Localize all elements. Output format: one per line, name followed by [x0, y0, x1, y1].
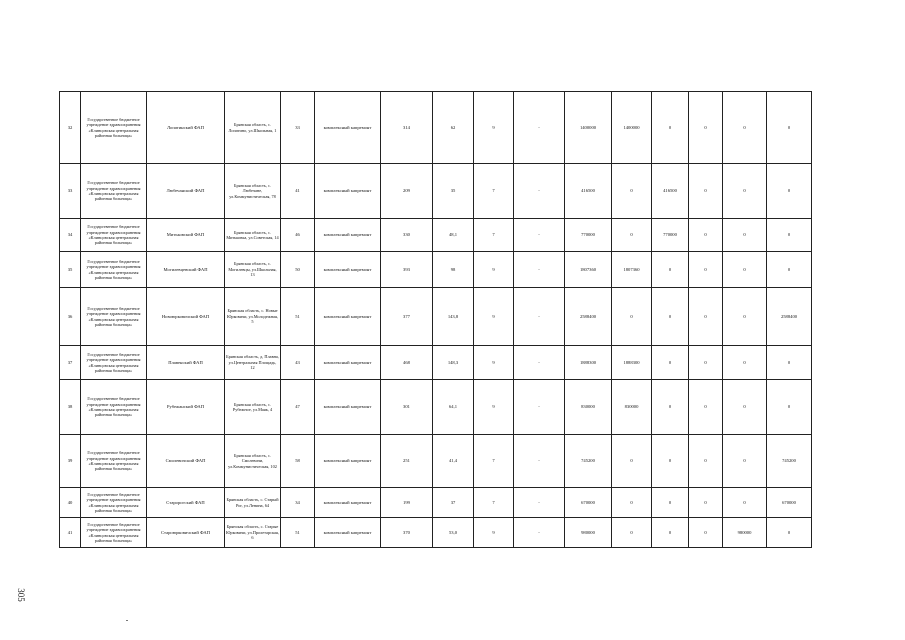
col4-value: 47: [281, 380, 315, 435]
address-cell: Брянская область, с. Митьковка, ул.Советская, 14: [225, 219, 281, 252]
address-cell: Брянская область, с. Могилевцы, ул.Школьная, 13: [225, 252, 281, 288]
year1-cost-cell: 1400000: [612, 92, 652, 164]
col8-value: 9: [474, 518, 514, 548]
col6-value: 301: [381, 380, 433, 435]
facility-name-cell: Митьковский ФАП: [147, 219, 225, 252]
year2-cost-cell: 0: [652, 488, 689, 518]
year3-cost-cell: 0: [689, 380, 723, 435]
year1-cost-cell: 0: [612, 518, 652, 548]
col8-value: 9: [474, 346, 514, 380]
facility-table-wrapper: [59, 91, 811, 548]
year5-cost-cell: 670000: [767, 488, 812, 518]
work-type-cell: комплексный капремонт: [315, 435, 381, 488]
year2-cost-cell: 416500: [652, 164, 689, 219]
organization-cell: Государственное бюджетное учреждение здравоохранения «Клинцовская центральная районная больница»: [81, 488, 147, 518]
table-row: [60, 380, 812, 435]
work-type-cell: комплексный капремонт: [315, 488, 381, 518]
total-cost-cell: 416500: [565, 164, 612, 219]
area-value: 35: [433, 164, 474, 219]
year5-cost-cell: 2588400: [767, 288, 812, 346]
col6-value: 314: [381, 92, 433, 164]
col4-value: 51: [281, 288, 315, 346]
facility-name-cell: Лопатинский ФАП: [147, 92, 225, 164]
year3-cost-cell: 0: [689, 252, 723, 288]
table-body: [60, 92, 812, 548]
col9-value: -: [514, 164, 565, 219]
work-type-cell: комплексный капремонт: [315, 518, 381, 548]
col4-value: 50: [281, 252, 315, 288]
year4-cost-cell: 0: [723, 92, 767, 164]
year5-cost-cell: 0: [767, 164, 812, 219]
total-cost-cell: 670000: [565, 488, 612, 518]
col6-value: 209: [381, 164, 433, 219]
year2-cost-cell: 0: [652, 92, 689, 164]
row-number: 32: [60, 92, 81, 164]
col8-value: 9: [474, 92, 514, 164]
facility-name-cell: Новоюрковичский ФАП: [147, 288, 225, 346]
organization-cell: Государственное бюджетное учреждение здравоохранения «Клинцовская центральная районная больница»: [81, 346, 147, 380]
area-value: 41,4: [433, 435, 474, 488]
organization-cell: Государственное бюджетное учреждение здравоохранения «Клинцовская центральная районная больница»: [81, 164, 147, 219]
area-value: 37: [433, 488, 474, 518]
row-number: 40: [60, 488, 81, 518]
year4-cost-cell: 0: [723, 488, 767, 518]
col8-value: 7: [474, 488, 514, 518]
col4-value: 34: [281, 488, 315, 518]
table-row: [60, 288, 812, 346]
col4-value: 41: [281, 164, 315, 219]
year4-cost-cell: 0: [723, 435, 767, 488]
year2-cost-cell: 770000: [652, 219, 689, 252]
organization-cell: Государственное бюджетное учреждение здравоохранения «Клинцовская центральная районная больница»: [81, 92, 147, 164]
year2-cost-cell: 0: [652, 288, 689, 346]
area-value: 62: [433, 92, 474, 164]
area-value: 48,1: [433, 219, 474, 252]
col4-value: 33: [281, 92, 315, 164]
address-cell: Брянская область, с. Любечане, ул.Коммунистическая, 78: [225, 164, 281, 219]
row-number: 36: [60, 288, 81, 346]
organization-cell: Государственное бюджетное учреждение здравоохранения «Клинцовская центральная районная больница»: [81, 288, 147, 346]
total-cost-cell: 980000: [565, 518, 612, 548]
facility-name-cell: Старорогский ФАП: [147, 488, 225, 518]
total-cost-cell: 1807360: [565, 252, 612, 288]
total-cost-cell: 1888300: [565, 346, 612, 380]
col9-value: -: [514, 219, 565, 252]
table-row: [60, 435, 812, 488]
work-type-cell: комплексный капремонт: [315, 380, 381, 435]
organization-cell: Государственное бюджетное учреждение здравоохранения «Клинцовская центральная районная больница»: [81, 219, 147, 252]
col9-value: -: [514, 435, 565, 488]
total-cost-cell: 745200: [565, 435, 612, 488]
area-value: 143,8: [433, 288, 474, 346]
col8-value: 7: [474, 164, 514, 219]
year5-cost-cell: 0: [767, 92, 812, 164]
year5-cost-cell: 745200: [767, 435, 812, 488]
year1-cost-cell: 0: [612, 288, 652, 346]
col4-value: 46: [281, 219, 315, 252]
page-number: 305: [15, 588, 26, 602]
year3-cost-cell: 0: [689, 219, 723, 252]
table-row: [60, 219, 812, 252]
year4-cost-cell: 0: [723, 380, 767, 435]
col9-value: -: [514, 518, 565, 548]
col6-value: 251: [381, 435, 433, 488]
col6-value: 199: [381, 488, 433, 518]
address-cell: Брянская область, с. Лопатино, ул.Школьная, 1: [225, 92, 281, 164]
total-cost-cell: 2588400: [565, 288, 612, 346]
work-type-cell: комплексный капремонт: [315, 288, 381, 346]
table-row: [60, 518, 812, 548]
organization-cell: Государственное бюджетное учреждение здравоохранения «Клинцовская центральная районная больница»: [81, 435, 147, 488]
row-number: 38: [60, 380, 81, 435]
col6-value: 370: [381, 518, 433, 548]
table-row: [60, 92, 812, 164]
col8-value: 9: [474, 288, 514, 346]
address-cell: Брянская область, д. Плавна, ул.Центральная Площадь, 12: [225, 346, 281, 380]
col9-value: -: [514, 252, 565, 288]
col8-value: 9: [474, 252, 514, 288]
facility-name-cell: Плавенский ФАП: [147, 346, 225, 380]
year2-cost-cell: 0: [652, 518, 689, 548]
organization-cell: Государственное бюджетное учреждение здравоохранения «Клинцовская центральная районная больница»: [81, 252, 147, 288]
col8-value: 7: [474, 219, 514, 252]
facility-table: [59, 91, 812, 548]
total-cost-cell: 770000: [565, 219, 612, 252]
year4-cost-cell: 0: [723, 219, 767, 252]
total-cost-cell: 1400000: [565, 92, 612, 164]
work-type-cell: комплексный капремонт: [315, 252, 381, 288]
col6-value: 468: [381, 346, 433, 380]
col9-value: -: [514, 380, 565, 435]
address-cell: Брянская область, с. Старые Юрковичи, ул.Пролетарская, 6: [225, 518, 281, 548]
table-row: [60, 488, 812, 518]
row-number: 35: [60, 252, 81, 288]
facility-name-cell: Любечанский ФАП: [147, 164, 225, 219]
row-number: 34: [60, 219, 81, 252]
col6-value: 330: [381, 219, 433, 252]
year2-cost-cell: 0: [652, 380, 689, 435]
col9-value: -: [514, 346, 565, 380]
year5-cost-cell: 0: [767, 252, 812, 288]
col4-value: 43: [281, 346, 315, 380]
address-cell: Брянская область, с. Рубежное, ул.Маяк, 4: [225, 380, 281, 435]
year4-cost-cell: 0: [723, 164, 767, 219]
facility-name-cell: Рубежанский ФАП: [147, 380, 225, 435]
facility-name-cell: Могилевцевский ФАП: [147, 252, 225, 288]
work-type-cell: комплексный капремонт: [315, 346, 381, 380]
col4-value: 51: [281, 518, 315, 548]
address-cell: Брянская область, с. Новые Юрковичи, ул.Молодежная, 5: [225, 288, 281, 346]
year5-cost-cell: 0: [767, 346, 812, 380]
year3-cost-cell: 0: [689, 518, 723, 548]
year4-cost-cell: 0: [723, 288, 767, 346]
col9-value: -: [514, 488, 565, 518]
year2-cost-cell: 0: [652, 435, 689, 488]
col6-value: 393: [381, 252, 433, 288]
work-type-cell: комплексный капремонт: [315, 92, 381, 164]
year1-cost-cell: 0: [612, 488, 652, 518]
year3-cost-cell: 0: [689, 488, 723, 518]
year3-cost-cell: 0: [689, 288, 723, 346]
year2-cost-cell: 0: [652, 346, 689, 380]
col6-value: 377: [381, 288, 433, 346]
year1-cost-cell: 0: [612, 219, 652, 252]
total-cost-cell: 830000: [565, 380, 612, 435]
area-value: 148,3: [433, 346, 474, 380]
work-type-cell: комплексный капремонт: [315, 219, 381, 252]
year1-cost-cell: 1888300: [612, 346, 652, 380]
facility-name-cell: Смолевичский ФАП: [147, 435, 225, 488]
col9-value: -: [514, 92, 565, 164]
year5-cost-cell: 0: [767, 380, 812, 435]
address-cell: Брянская область, с. Смолевичи, ул.Коммунистическая, 102: [225, 435, 281, 488]
col9-value: -: [514, 288, 565, 346]
table-row: [60, 252, 812, 288]
row-number: 39: [60, 435, 81, 488]
col8-value: 9: [474, 380, 514, 435]
address-cell: Брянская область, с. Старый Рог, ул.Ленина, 64: [225, 488, 281, 518]
col4-value: 58: [281, 435, 315, 488]
year3-cost-cell: 0: [689, 346, 723, 380]
table-row: [60, 346, 812, 380]
area-value: 98: [433, 252, 474, 288]
organization-cell: Государственное бюджетное учреждение здравоохранения «Клинцовская центральная районная больница»: [81, 518, 147, 548]
area-value: 53,0: [433, 518, 474, 548]
scan-speck: [126, 620, 128, 621]
table-row: [60, 164, 812, 219]
year3-cost-cell: 0: [689, 92, 723, 164]
row-number: 41: [60, 518, 81, 548]
col8-value: 7: [474, 435, 514, 488]
year3-cost-cell: 0: [689, 164, 723, 219]
year4-cost-cell: 980000: [723, 518, 767, 548]
year1-cost-cell: 1807360: [612, 252, 652, 288]
organization-cell: Государственное бюджетное учреждение здравоохранения «Клинцовская центральная районная больница»: [81, 380, 147, 435]
year3-cost-cell: 0: [689, 435, 723, 488]
year4-cost-cell: 0: [723, 252, 767, 288]
year5-cost-cell: 0: [767, 518, 812, 548]
work-type-cell: комплексный капремонт: [315, 164, 381, 219]
year1-cost-cell: 830000: [612, 380, 652, 435]
facility-name-cell: Староюрковичский ФАП: [147, 518, 225, 548]
area-value: 64,1: [433, 380, 474, 435]
year5-cost-cell: 0: [767, 219, 812, 252]
year2-cost-cell: 0: [652, 252, 689, 288]
year1-cost-cell: 0: [612, 435, 652, 488]
year4-cost-cell: 0: [723, 346, 767, 380]
year1-cost-cell: 0: [612, 164, 652, 219]
row-number: 37: [60, 346, 81, 380]
row-number: 33: [60, 164, 81, 219]
